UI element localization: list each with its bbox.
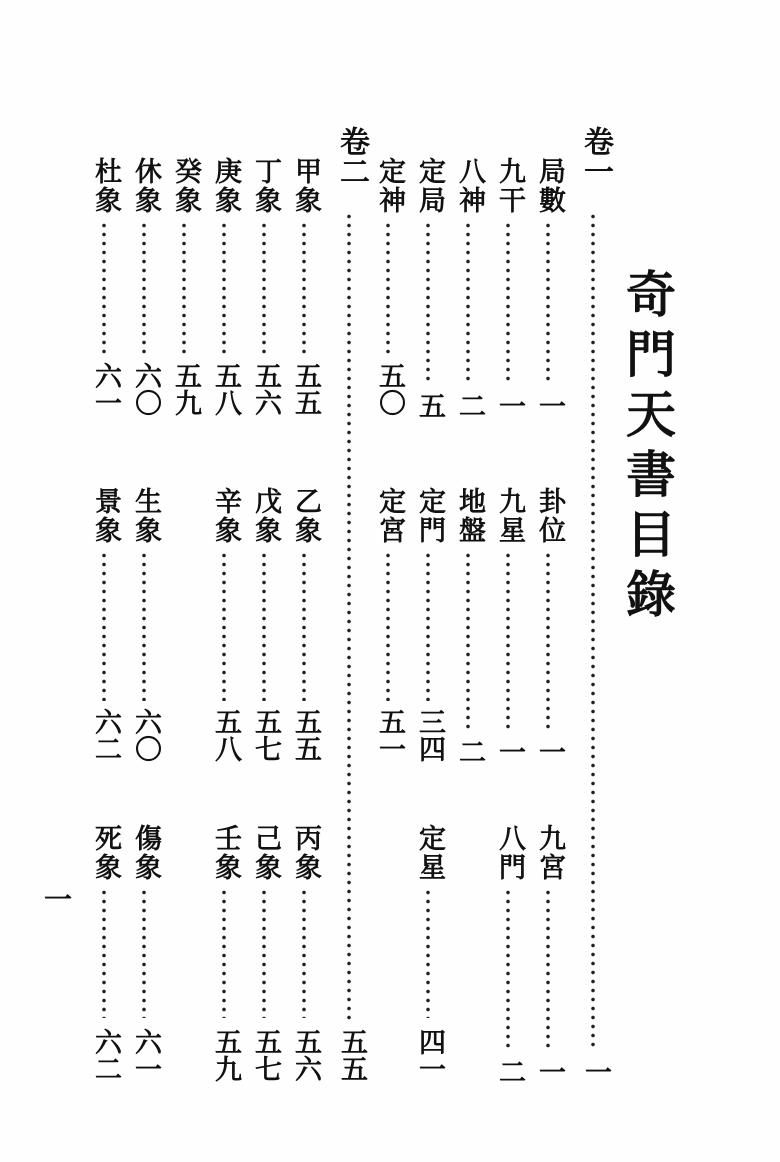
toc-entry-label: 九宮 (534, 824, 565, 882)
toc-entry-label: 九星 (494, 487, 525, 545)
toc-page: 五七 (250, 1028, 281, 1082)
toc-leader (545, 221, 551, 385)
toc-entry-label: 辛象 (210, 487, 241, 545)
toc-entry-label: 定門 (414, 487, 445, 545)
toc-page: 五七 (250, 708, 281, 762)
toc-page: 一 (534, 738, 565, 765)
toc-entry-label: 癸象 (170, 157, 201, 215)
page-title: 奇門天書目錄 (618, 268, 677, 628)
toc-page: 五五 (290, 708, 321, 762)
toc-leader (101, 551, 107, 701)
toc-leader (141, 221, 147, 355)
toc-entry-label: 八門 (494, 824, 525, 882)
toc-entry-label: 丙象 (290, 824, 321, 882)
toc-leader (221, 221, 227, 355)
toc-page: 五九 (210, 1028, 241, 1082)
toc-page: 三四 (414, 708, 445, 762)
toc-page: 五六 (290, 1028, 321, 1082)
toc-entry-label: 定星 (414, 824, 445, 882)
toc-leader (385, 221, 391, 355)
volume-2-heading: 卷二 (334, 126, 369, 186)
toc-entry-label: 卦位 (534, 487, 565, 545)
toc-entry-label: 八神 (454, 157, 485, 215)
toc-leader (505, 221, 511, 385)
toc-entry-label: 定局 (414, 157, 445, 215)
toc-leader (261, 551, 267, 701)
toc-leader (545, 888, 551, 1048)
toc-page: 五八 (210, 362, 241, 416)
toc-leader (141, 888, 147, 1018)
toc-page: 五五 (290, 362, 321, 416)
toc-leader (465, 551, 471, 731)
toc-page: 六二 (90, 708, 121, 762)
toc-page: 六〇 (130, 362, 161, 416)
volume-2-leader (346, 212, 352, 1020)
toc-leader (101, 888, 107, 1018)
toc-leader (301, 221, 307, 355)
toc-entry-label: 定神 (374, 157, 405, 215)
toc-leader (465, 221, 471, 385)
toc-page: 一 (534, 1058, 565, 1085)
toc-entry-label: 戊象 (250, 487, 281, 545)
toc-entry-label: 景象 (90, 487, 121, 545)
toc-leader (301, 888, 307, 1018)
toc-leader (545, 551, 551, 731)
toc-leader (141, 551, 147, 701)
volume-2-page: 五五 (336, 1028, 367, 1082)
page-number: 一 (44, 883, 73, 916)
volume-1-page: 一 (580, 1058, 611, 1085)
toc-leader (221, 551, 227, 701)
toc-entry-label: 定宮 (374, 487, 405, 545)
toc-page: 五〇 (374, 362, 405, 416)
toc-page: 六一 (130, 1028, 161, 1082)
toc-page: 五一 (374, 708, 405, 762)
toc-leader (425, 551, 431, 701)
toc-leader (221, 888, 227, 1018)
toc-leader (181, 221, 187, 355)
toc-entry-label: 死象 (90, 824, 121, 882)
toc-leader (505, 551, 511, 731)
toc-page: 五六 (250, 362, 281, 416)
toc-page: 四一 (414, 1028, 445, 1082)
toc-leader (425, 221, 431, 385)
toc-leader (505, 888, 511, 1048)
toc-page: 一 (494, 392, 525, 419)
volume-1-heading: 卷一 (578, 126, 613, 186)
toc-entry-label: 傷象 (130, 824, 161, 882)
toc-leader (101, 221, 107, 355)
toc-page: 二 (494, 1058, 525, 1085)
toc-page: 六〇 (130, 708, 161, 762)
toc-entry-label: 地盤 (454, 487, 485, 545)
toc-page: 六一 (90, 362, 121, 416)
toc-entry-label: 杜象 (90, 157, 121, 215)
toc-page: 二 (454, 738, 485, 765)
toc-leader (385, 551, 391, 701)
toc-entry-label: 乙象 (290, 487, 321, 545)
toc-entry-label: 局數 (534, 157, 565, 215)
toc-page: 六二 (90, 1028, 121, 1082)
toc-page: 五 (414, 392, 445, 419)
toc-page: 一 (534, 392, 565, 419)
toc-entry-label: 丁象 (250, 157, 281, 215)
toc-entry-label: 甲象 (290, 157, 321, 215)
toc-entry-label: 己象 (250, 824, 281, 882)
volume-1-leader (590, 212, 596, 1050)
toc-leader (261, 221, 267, 355)
toc-entry-label: 九干 (494, 157, 525, 215)
toc-entry-label: 壬象 (210, 824, 241, 882)
toc-entry-label: 庚象 (210, 157, 241, 215)
toc-leader (425, 888, 431, 1018)
toc-leader (261, 888, 267, 1018)
toc-page: 五八 (210, 708, 241, 762)
toc-entry-label: 休象 (130, 157, 161, 215)
toc-page: 一 (494, 738, 525, 765)
toc-leader (301, 551, 307, 701)
toc-page: 五九 (170, 362, 201, 416)
toc-entry-label: 生象 (130, 487, 161, 545)
toc-page: 二 (454, 392, 485, 419)
